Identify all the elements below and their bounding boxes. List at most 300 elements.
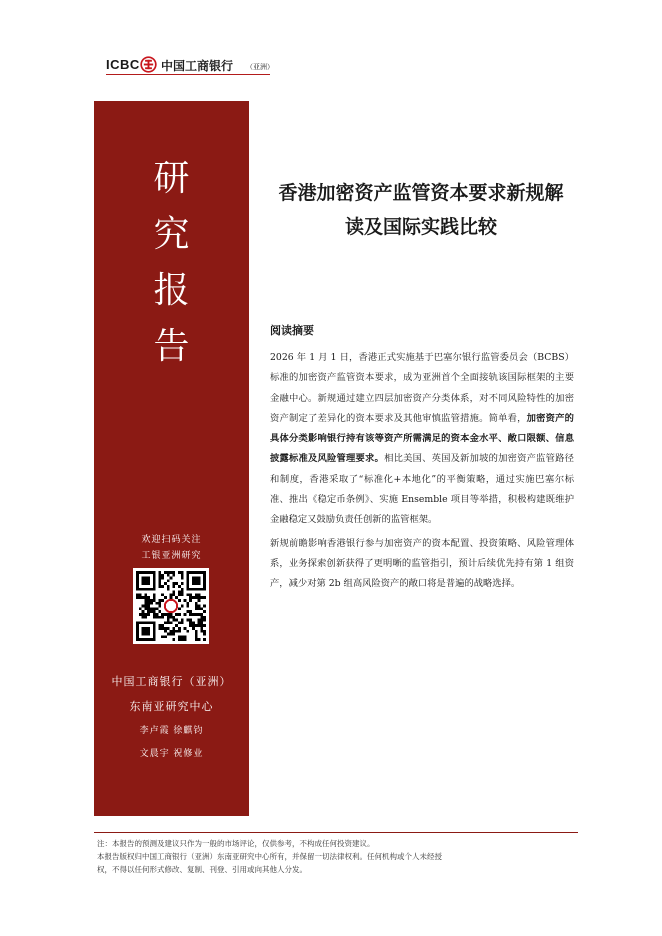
- qr-module: [136, 635, 139, 638]
- qr-module: [181, 638, 184, 641]
- qr-module: [147, 577, 150, 580]
- qr-module: [186, 602, 189, 605]
- qr-module: [144, 582, 147, 585]
- qr-module: [139, 593, 142, 596]
- qr-module: [136, 585, 139, 588]
- qr-module: [192, 624, 195, 627]
- qr-module: [167, 621, 170, 624]
- qr-module: [167, 574, 170, 577]
- qr-module: [178, 635, 181, 638]
- qr-module: [200, 619, 203, 622]
- qr-code-icon: [136, 571, 206, 641]
- qr-module: [203, 585, 206, 588]
- qr-module: [153, 638, 156, 641]
- qr-module: [198, 613, 201, 616]
- qr-module: [153, 607, 156, 610]
- qr-module: [181, 588, 184, 591]
- qr-module: [198, 619, 201, 622]
- qr-module: [144, 571, 147, 574]
- qr-module: [147, 633, 150, 636]
- qr-module: [200, 616, 203, 619]
- qr-module: [195, 635, 198, 638]
- qr-module: [172, 582, 175, 585]
- qr-module: [142, 605, 145, 608]
- qr-module: [186, 574, 189, 577]
- qr-module: [167, 633, 170, 636]
- qr-module: [189, 624, 192, 627]
- abstract-text: 相比美国、英国及新加坡的加密资产监管路径和制度，香港采取了“标准化+本地化”的平衡策略，通过实施巴塞尔标准、推出《稳定币条例》、实施 Ensemble 项目等举措，积极构建既维护金融稳定又鼓励负责任创新的监管框架。: [270, 453, 574, 526]
- qr-module: [147, 582, 150, 585]
- qr-module: [136, 621, 139, 624]
- qr-module: [203, 619, 206, 622]
- qr-module: [170, 616, 173, 619]
- qr-module: [142, 621, 145, 624]
- qr-module: [150, 599, 153, 602]
- qr-module: [184, 638, 187, 641]
- qr-module: [153, 621, 156, 624]
- qr-module: [158, 605, 161, 608]
- qr-module: [184, 627, 187, 630]
- qr-module: [167, 585, 170, 588]
- qr-module: [195, 613, 198, 616]
- qr-module: [136, 624, 139, 627]
- qr-module: [192, 579, 195, 582]
- qr-module: [164, 613, 167, 616]
- qr-module: [156, 607, 159, 610]
- qr-module: [181, 577, 184, 580]
- qr-module: [195, 588, 198, 591]
- scan-prompt-line1: 欢迎扫码关注: [141, 535, 202, 545]
- qr-module: [142, 596, 145, 599]
- qr-module: [172, 630, 175, 633]
- qr-module: [195, 602, 198, 605]
- qr-module: [172, 593, 175, 596]
- sidebar-panel: [94, 101, 249, 816]
- qr-module: [158, 585, 161, 588]
- qr-module: [147, 630, 150, 633]
- qr-module: [136, 574, 139, 577]
- qr-module: [136, 582, 139, 585]
- qr-module: [203, 588, 206, 591]
- qr-module: [198, 588, 201, 591]
- qr-module: [198, 579, 201, 582]
- qr-module: [184, 599, 187, 602]
- qr-module: [158, 579, 161, 582]
- qr-module: [144, 599, 147, 602]
- qr-module: [195, 571, 198, 574]
- qr-module: [186, 593, 189, 596]
- qr-module: [158, 599, 161, 602]
- qr-module: [147, 605, 150, 608]
- qr-module: [153, 633, 156, 636]
- qr-module: [170, 630, 173, 633]
- qr-module: [203, 616, 206, 619]
- brand-text: ICBC: [106, 57, 140, 72]
- qr-module: [147, 602, 150, 605]
- qr-module: [195, 633, 198, 636]
- qr-module: [189, 599, 192, 602]
- qr-module: [172, 574, 175, 577]
- qr-module: [189, 596, 192, 599]
- qr-module: [186, 582, 189, 585]
- qr-module: [158, 624, 161, 627]
- qr-module: [147, 599, 150, 602]
- qr-module: [164, 627, 167, 630]
- qr-module: [144, 627, 147, 630]
- qr-module: [156, 613, 159, 616]
- qr-module: [200, 630, 203, 633]
- qr-module: [136, 593, 139, 596]
- qr-module: [153, 596, 156, 599]
- qr-module: [144, 577, 147, 580]
- qr-module: [189, 571, 192, 574]
- qr-module: [200, 571, 203, 574]
- qr-module: [184, 613, 187, 616]
- qr-module: [147, 607, 150, 610]
- qr-module: [158, 610, 161, 613]
- qr-module: [158, 582, 161, 585]
- report-type-char: 告: [153, 326, 190, 367]
- qr-module: [153, 574, 156, 577]
- qr-module: [139, 571, 142, 574]
- qr-module: [184, 635, 187, 638]
- qr-module: [153, 627, 156, 630]
- qr-module: [150, 638, 153, 641]
- qr-module: [142, 638, 145, 641]
- qr-module: [198, 607, 201, 610]
- qr-module: [178, 621, 181, 624]
- qr-module: [198, 605, 201, 608]
- qr-module: [172, 633, 175, 636]
- qr-module: [203, 638, 206, 641]
- qr-module: [144, 638, 147, 641]
- qr-module: [153, 582, 156, 585]
- qr-module: [161, 574, 164, 577]
- disclaimer: [97, 837, 587, 876]
- qr-module: [142, 613, 145, 616]
- qr-module: [178, 627, 181, 630]
- qr-module: [139, 621, 142, 624]
- qr-module: [192, 577, 195, 580]
- qr-module: [147, 588, 150, 591]
- qr-module: [144, 633, 147, 636]
- header-logo-bar: [106, 56, 276, 76]
- qr-module: [139, 607, 142, 610]
- qr-module: [198, 571, 201, 574]
- qr-module: [144, 596, 147, 599]
- qr-module: [189, 619, 192, 622]
- qr-module: [153, 635, 156, 638]
- qr-module: [192, 571, 195, 574]
- qr-module: [158, 571, 161, 574]
- qr-module: [203, 582, 206, 585]
- qr-module: [172, 616, 175, 619]
- qr-module: [195, 630, 198, 633]
- qr-module: [192, 621, 195, 624]
- report-type-title: [94, 151, 249, 375]
- qr-module: [147, 571, 150, 574]
- qr-module: [200, 607, 203, 610]
- qr-module: [195, 593, 198, 596]
- qr-module: [142, 579, 145, 582]
- qr-module: [181, 619, 184, 622]
- qr-module: [144, 605, 147, 608]
- qr-module: [144, 607, 147, 610]
- qr-module: [203, 577, 206, 580]
- qr-module: [147, 627, 150, 630]
- qr-module: [181, 582, 184, 585]
- qr-module: [161, 599, 164, 602]
- qr-module: [203, 624, 206, 627]
- qr-module: [189, 588, 192, 591]
- qr-module: [170, 613, 173, 616]
- qr-module: [153, 624, 156, 627]
- qr-module: [172, 638, 175, 641]
- qr-module: [139, 596, 142, 599]
- footer-rule: [94, 832, 578, 833]
- qr-module: [161, 577, 164, 580]
- qr-module: [147, 621, 150, 624]
- qr-module: [167, 616, 170, 619]
- qr-module: [198, 596, 201, 599]
- qr-module: [186, 577, 189, 580]
- qr-module: [142, 633, 145, 636]
- qr-module: [178, 613, 181, 616]
- qr-module: [153, 613, 156, 616]
- scan-prompt-line2: 工银亚洲研究: [141, 551, 202, 561]
- qr-module: [167, 571, 170, 574]
- qr-module: [161, 624, 164, 627]
- qr-module: [178, 638, 181, 641]
- dept-name: 东南亚研究中心: [129, 700, 214, 713]
- qr-module: [153, 610, 156, 613]
- qr-module: [192, 588, 195, 591]
- qr-module: [136, 571, 139, 574]
- qr-module: [142, 610, 145, 613]
- qr-module: [186, 610, 189, 613]
- qr-module: [153, 571, 156, 574]
- qr-module: [189, 621, 192, 624]
- qr-module: [156, 616, 159, 619]
- qr-module: [186, 571, 189, 574]
- header-rule: [106, 74, 270, 75]
- qr-module: [170, 593, 173, 596]
- qr-module: [156, 602, 159, 605]
- qr-module: [192, 582, 195, 585]
- qr-module: [186, 588, 189, 591]
- qr-module: [192, 627, 195, 630]
- report-type-char: 究: [153, 214, 190, 255]
- qr-module: [158, 627, 161, 630]
- qr-module: [186, 585, 189, 588]
- qr-module: [178, 607, 181, 610]
- authors-line1: 李卢霞 徐麒钧: [139, 726, 204, 736]
- qr-module: [136, 588, 139, 591]
- qr-module: [153, 599, 156, 602]
- abstract-paragraph-1: [270, 348, 574, 531]
- qr-module: [153, 616, 156, 619]
- report-type-char: 报: [153, 270, 190, 311]
- qr-module: [164, 630, 167, 633]
- qr-module: [178, 585, 181, 588]
- bank-name: 中国工商银行: [161, 59, 234, 73]
- qr-module: [181, 593, 184, 596]
- qr-module: [167, 579, 170, 582]
- qr-module: [200, 624, 203, 627]
- report-title: [268, 176, 574, 244]
- qr-module: [139, 588, 142, 591]
- qr-module: [170, 633, 173, 636]
- qr-module: [192, 596, 195, 599]
- qr-module: [164, 582, 167, 585]
- qr-code[interactable]: [133, 568, 209, 644]
- qr-module: [150, 571, 153, 574]
- qr-module: [144, 593, 147, 596]
- qr-module: [153, 630, 156, 633]
- qr-module: [147, 596, 150, 599]
- qr-module: [189, 593, 192, 596]
- qr-module: [200, 588, 203, 591]
- qr-module: [158, 574, 161, 577]
- qr-module: [186, 630, 189, 633]
- qr-module: [181, 591, 184, 594]
- qr-module: [144, 588, 147, 591]
- qr-module: [153, 577, 156, 580]
- qr-module: [136, 596, 139, 599]
- qr-module: [142, 588, 145, 591]
- icbc-logo-icon: [140, 56, 157, 73]
- qr-module: [195, 624, 198, 627]
- qr-module: [170, 596, 173, 599]
- report-type-char: 研: [153, 158, 190, 199]
- qr-module: [167, 613, 170, 616]
- qr-module: [172, 571, 175, 574]
- qr-module: [150, 607, 153, 610]
- qr-module: [170, 621, 173, 624]
- qr-module: [164, 635, 167, 638]
- abstract-heading: 阅读摘要: [270, 324, 314, 337]
- qr-module: [203, 574, 206, 577]
- qr-module: [175, 630, 178, 633]
- qr-module: [186, 579, 189, 582]
- qr-module: [150, 602, 153, 605]
- qr-module: [161, 627, 164, 630]
- qr-module: [161, 593, 164, 596]
- qr-module: [139, 638, 142, 641]
- qr-module: [203, 630, 206, 633]
- qr-module: [178, 630, 181, 633]
- report-title-line1: 香港加密资产监管资本要求新规解: [278, 182, 564, 204]
- qr-module: [175, 624, 178, 627]
- qr-module: [167, 588, 170, 591]
- qr-module: [172, 619, 175, 622]
- qr-module: [136, 579, 139, 582]
- qr-module: [136, 630, 139, 633]
- qr-module: [150, 621, 153, 624]
- report-title-line2: 读及国际实践比较: [344, 216, 497, 238]
- qr-module: [189, 610, 192, 613]
- qr-module: [144, 621, 147, 624]
- qr-module: [186, 619, 189, 622]
- qr-module: [175, 596, 178, 599]
- disclaimer-line: 注：本报告的预测及建议只作为一般的市场评论，仅供参考，不构成任何投资建议。: [97, 839, 375, 848]
- qr-module: [181, 571, 184, 574]
- qr-module: [195, 579, 198, 582]
- qr-module: [153, 585, 156, 588]
- disclaimer-line: 本报告版权归中国工商银行（亚洲）东南亚研究中心所有，并保留一切法律权利。任何机构或个人未经授: [97, 852, 442, 861]
- qr-module: [147, 610, 150, 613]
- qr-module: [142, 630, 145, 633]
- qr-module: [181, 621, 184, 624]
- qr-module: [198, 577, 201, 580]
- qr-module: [170, 577, 173, 580]
- qr-module: [164, 596, 167, 599]
- qr-module: [147, 638, 150, 641]
- qr-module: [136, 633, 139, 636]
- qr-center-logo: [165, 600, 177, 612]
- qr-module: [198, 621, 201, 624]
- qr-module: [164, 621, 167, 624]
- qr-module: [203, 633, 206, 636]
- qr-module: [136, 638, 139, 641]
- qr-module: [147, 613, 150, 616]
- qr-module: [136, 627, 139, 630]
- qr-module: [200, 613, 203, 616]
- qr-module: [178, 599, 181, 602]
- qr-module: [178, 571, 181, 574]
- qr-module: [192, 613, 195, 616]
- qr-module: [175, 582, 178, 585]
- abstract-highlight: 加密资产的具体分类影响银行持有该等资产所需满足的资本金水平、敞口限额、信息披露标准及风险管理要求。: [270, 412, 574, 465]
- qr-module: [178, 591, 181, 594]
- qr-module: [200, 627, 203, 630]
- qr-module: [150, 588, 153, 591]
- qr-module: [195, 577, 198, 580]
- qr-module: [200, 596, 203, 599]
- qr-module: [144, 616, 147, 619]
- qr-module: [198, 638, 201, 641]
- bank-subtitle: （亚洲）: [246, 63, 274, 71]
- qr-module: [175, 613, 178, 616]
- qr-module: [158, 616, 161, 619]
- qr-module: [203, 571, 206, 574]
- qr-module: [198, 593, 201, 596]
- qr-module: [181, 605, 184, 608]
- qr-module: [161, 635, 164, 638]
- qr-module: [200, 621, 203, 624]
- qr-module: [167, 627, 170, 630]
- qr-module: [153, 593, 156, 596]
- qr-module: [142, 577, 145, 580]
- qr-module: [142, 616, 145, 619]
- qr-module: [195, 596, 198, 599]
- qr-module: [172, 585, 175, 588]
- qr-module: [181, 635, 184, 638]
- qr-module: [158, 577, 161, 580]
- qr-module: [161, 616, 164, 619]
- qr-module: [142, 571, 145, 574]
- qr-module: [181, 574, 184, 577]
- qr-module: [172, 591, 175, 594]
- qr-module: [195, 605, 198, 608]
- qr-module: [144, 602, 147, 605]
- qr-module: [198, 582, 201, 585]
- qr-module: [195, 638, 198, 641]
- qr-module: [170, 571, 173, 574]
- qr-module: [203, 579, 206, 582]
- qr-module: [144, 630, 147, 633]
- qr-module: [198, 624, 201, 627]
